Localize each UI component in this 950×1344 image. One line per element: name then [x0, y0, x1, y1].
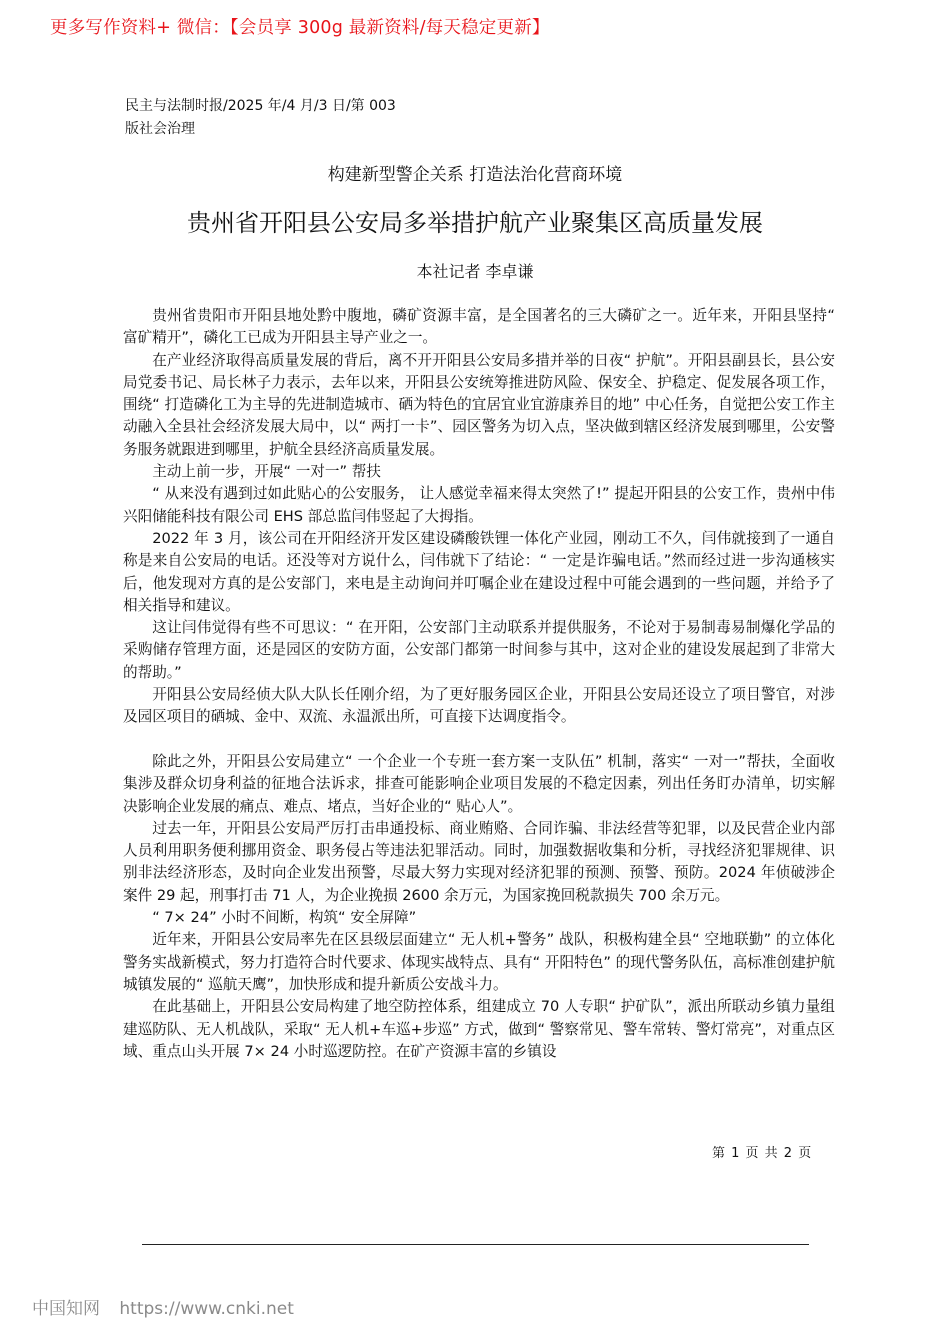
site-url[interactable]: https://www.cnki.net — [119, 1299, 294, 1319]
promo-banner: 更多写作资料+ 微信：【会员享 300g 最新资料/每天稳定更新】 — [50, 18, 550, 38]
paragraph: 在此基础上，开阳县公安局构建了地空防控体系，组建成立 70 人专职“ 护矿队”，派出所联动乡镇力量组建巡防队、无人机战队，采取“ 无人机+车巡+步巡” 方式，做到“ 警察常见、警车常转、警灯常亮”，对重点区域、重点山头开展 7× 24 小时巡逻防控。在矿产资源丰富的乡镇设 — [123, 998, 835, 1060]
article-body — [123, 305, 835, 1063]
paragraph: 近年来，开阳县公安局率先在区县级层面建立“ 无人机+警务” 战队，积极构建全县“ 空地联勤” 的立体化警务实战新模式，努力打造符合时代要求、体现实战特点、具有“ 开阳特色” 的现代警务队伍，高标准创建护航城镇发展的“ 巡航天鹰”，加快形成和提升新质公安战斗力。 — [123, 931, 835, 993]
paragraph: 这让闫伟觉得有些不可思议：“ 在开阳，公安部门主动联系并提供服务，不论对于易制毒易制爆化学品的采购储存管理方面，还是园区的安防方面，公安部门都第一时间参与其中，这对企业的建设发展起到了非常大的帮助。” — [123, 619, 835, 681]
article-subtitle: 构建新型警企关系 打造法治化营商环境 — [327, 165, 623, 185]
source-info — [125, 95, 396, 141]
paragraph: 开阳县公安局经侦大队大队长任刚介绍，为了更好服务园区企业，开阳县公安局还设立了项目警官，对涉及园区项目的硒城、金中、双流、永温派出所，可直接下达调度指令。 — [123, 686, 835, 726]
paragraph: 除此之外，开阳县公安局建立“ 一个企业一个专班一套方案一支队伍” 机制，落实“ 一对一”帮扶，全面收集涉及群众切身利益的征地合法诉求，排查可能影响企业项目发展的不稳定因素，列出任务盯办清单，切实解决影响企业发展的痛点、难点、堵点，当好企业的“ 贴心人”。 — [123, 752, 835, 815]
footer-watermark — [32, 1294, 308, 1319]
paragraph: 过去一年，开阳县公安局严厉打击串通投标、商业贿赂、合同诈骗、非法经营等犯罪，以及民营企业内部人员利用职务便利挪用资金、职务侵占等违法犯罪活动。同时，加强数据收集和分析，寻找经济犯罪规律、识别非法经济形态，及时向企业发出预警，尽最大努力实现对经济犯罪的预测、预警、预防。2024 年侦破涉企案件 29 起，刑事打击 71 人，为企业挽损 2600 余万元，为国家挽回税款损失 700 余万元。 — [123, 819, 835, 904]
paragraph: “ 从来没有遇到过如此贴心的公安服务， 让人感觉幸福来得太突然了!” 提起开阳县的公安工作，贵州中伟兴阳储能科技有限公司 EHS 部总监闫伟竖起了大拇指。 — [123, 485, 835, 525]
paragraph: 在产业经济取得高质量发展的背后，离不开开阳县公安局多措并举的日夜“ 护航”。开阳县副县长，县公安局党委书记、局长林子力表示，去年以来，开阳县公安统筹推进防风险、保安全、护稳定、促发展各项工作，围绕“ 打造磷化工为主导的先进制造城市、硒为特色的宜居宜业宜游康养目的地” 中心任务，自觉把公安工作主动融入全县社会经济发展大局中，以“ 两打一卡”、园区警务为切入点，坚决做到辖区经济发展到哪里，公安警务服务就跟进到哪里，护航全县经济高质量发展。 — [123, 351, 835, 458]
section-heading: “ 7× 24” 小时不间断，构筑“ 安全屏障” — [152, 909, 417, 927]
section-heading: 主动上前一步，开展“ 一对一” 帮扶 — [152, 463, 381, 481]
source-line-1: 民主与法制时报/2025 年/4 月/3 日/第 003 — [125, 98, 396, 114]
page-indicator: 第 1 页 共 2 页 — [712, 1146, 813, 1161]
paragraph: 贵州省贵阳市开阳县地处黔中腹地，磷矿资源丰富，是全国著名的三大磷矿之一。近年来，开阳县坚持“ 富矿精开”，磷化工已成为开阳县主导产业之一。 — [123, 307, 835, 347]
paragraph: 2022 年 3 月，该公司在开阳经济开发区建设磷酸铁锂一体化产业园，刚动工不久，闫伟就接到了一通自称是来自公安局的电话。还没等对方说什么，闫伟就下了结论：“ 一定是诈骗电话。”然而经过进一步沟通核实后，他发现对方真的是公安部门，来电是主动询问并叮嘱企业在建设过程中可能会遇到的一些问题，并给予了相关指导和建议。 — [123, 529, 835, 614]
site-name: 中国知网 — [32, 1299, 100, 1319]
footer-divider — [142, 1244, 809, 1245]
source-line-2: 版社会治理 — [125, 121, 195, 137]
article-title: 贵州省开阳县公安局多举措护航产业聚集区高质量发展 — [187, 209, 763, 237]
article-byline: 本社记者 李卓谦 — [416, 262, 534, 281]
